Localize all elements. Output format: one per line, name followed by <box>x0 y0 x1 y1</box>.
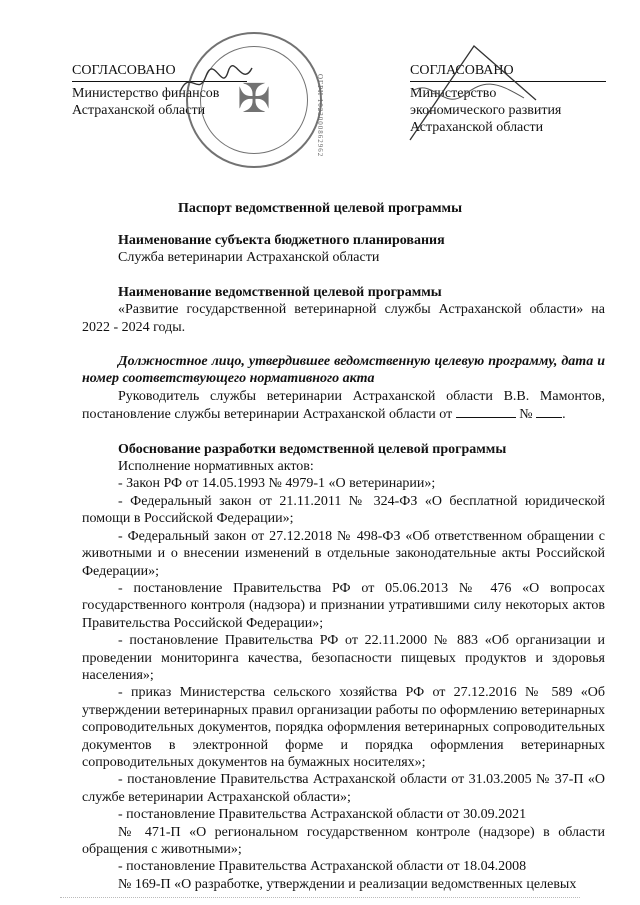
approval-line-left-2: Астраханской области <box>72 103 206 118</box>
signature-right <box>404 40 544 150</box>
rationale-intro: Исполнение нормативных актов: <box>118 459 314 475</box>
approval-heading-right: СОГЛАСОВАНО <box>410 63 514 78</box>
program-heading: Наименование ведомственной целевой программы <box>118 284 442 300</box>
act-item: - Федеральный закон от 21.11.2011 № 324-ФЗ «О бесплатной юридической помощи в Российской Федерации»; <box>82 493 605 527</box>
coat-of-arms-icon: ✠ <box>237 76 271 121</box>
approval-line-right-3: Астраханской области <box>410 120 544 135</box>
act-item: - постановление Правительства Астраханской области от 31.03.2005 № 37-П «О службе ветеринарии Астраханской области»; <box>82 772 605 805</box>
signature-left <box>176 62 256 102</box>
act-item: - постановление Правительства Астраханской области от 30.09.2021 <box>118 807 527 823</box>
approval-heading-left: СОГЛАСОВАНО <box>72 63 176 78</box>
act-item: № 471-П «О региональном государственном контроле (надзоре) в области обращения с животными»; <box>82 824 605 857</box>
act-item: - постановление Правительства РФ от 22.11.2000 № 883 «Об организации и проведении мониторинга качества, безопасности пищевых продуктов и здоровья населения»; <box>82 633 605 683</box>
official-value-text: Руководитель службы ветеринарии Астраханской области В.В. Мамонтов, постановление службы ветеринарии Астраханской области от <box>82 388 605 423</box>
document-body <box>82 232 605 893</box>
rationale-heading: Обоснование разработки ведомственной целевой программы <box>118 441 507 457</box>
stamp-ogrn-text: ОГРН 1023000862962 <box>316 74 324 158</box>
approval-line-left-1: Министерство финансов <box>72 86 220 101</box>
approval-line-right-2: экономического развития <box>410 103 562 118</box>
program-value: «Развитие государственной ветеринарной службы Астраханской области» на 2022 - 2024 годы. <box>82 302 605 335</box>
act-item: - приказ Министерства сельского хозяйства РФ от 27.12.2016 № 589 «Об утверждении ветеринарных правил организации работы по оформлению ветеринарных сопроводительных документов, порядка оформления ветеринарных сопроводительных документов в электронной форме и порядка оформления ветеринарных сопроводительных документов на бумажных носителях»; <box>82 685 605 770</box>
official-value <box>82 388 605 424</box>
act-item: - Закон РФ от 14.05.1993 № 4979-1 «О ветеринарии»; <box>118 476 436 492</box>
approval-line-right-1: Министерство <box>410 86 497 101</box>
official-value-end: . <box>562 407 566 423</box>
subject-value: Служба ветеринарии Астраханской области <box>118 250 380 266</box>
act-item: - постановление Правительства Астраханской области от 18.04.2008 <box>118 859 527 875</box>
number-blank <box>536 405 562 418</box>
scan-edge-artifact <box>60 897 580 904</box>
official-heading: Должностное лицо, утвердившее ведомственную целевую программу, дата и номер соответствующего нормативного акта <box>82 354 605 387</box>
subject-heading: Наименование субъекта бюджетного планирования <box>118 233 445 248</box>
act-item: № 169-П «О разработке, утверждении и реализации ведомственных целевых <box>118 876 577 892</box>
date-blank <box>456 405 516 418</box>
number-sign: № <box>519 407 533 423</box>
act-item: - постановление Правительства РФ от 05.06.2013 № 476 «О вопросах государственного контроля (надзора) и признании утратившими силу некоторых актов Правительства Российской Федерации»; <box>82 580 605 631</box>
act-item: - Федеральный закон от 27.12.2018 № 498-ФЗ «Об ответственном обращении с животными и о внесении изменений в отдельные законодательные акты Российской Федерации»; <box>82 528 605 579</box>
document-title: Паспорт ведомственной целевой программы <box>177 201 463 216</box>
